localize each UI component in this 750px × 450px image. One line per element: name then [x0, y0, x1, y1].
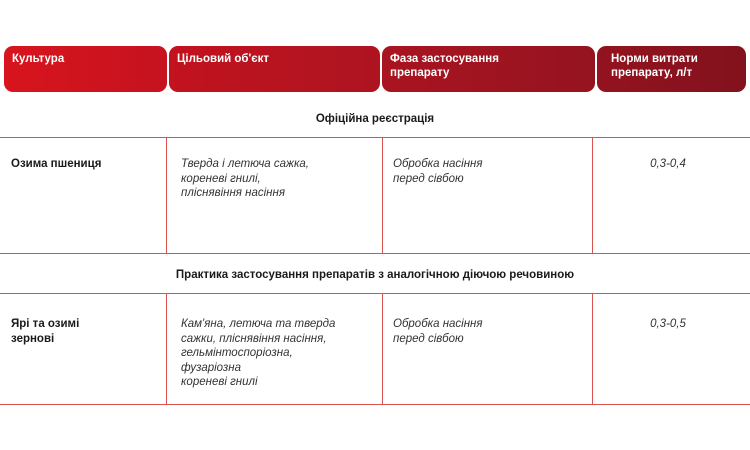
target-line: пліснявіння насіння	[181, 187, 285, 199]
target-line: Тверда і летюча сажка,	[181, 158, 309, 170]
table-row-2-target	[181, 317, 335, 390]
header-crop	[4, 46, 167, 92]
table-row-1-target	[181, 157, 309, 201]
column-divider	[592, 294, 593, 404]
divider	[0, 253, 750, 254]
column-divider	[166, 294, 167, 404]
column-divider	[166, 138, 167, 253]
header-phase	[382, 46, 595, 92]
crop-line: Ярі та озимі	[11, 318, 80, 330]
phase-line: перед сівбою	[393, 172, 464, 185]
table-header	[4, 46, 746, 92]
target-line: кореневі гнилі	[181, 376, 258, 388]
divider	[0, 404, 750, 405]
header-rate-label-line1: Норми витрати	[611, 53, 698, 65]
header-crop-label: Культура	[12, 53, 65, 65]
target-line: гельмінтоспоріозна,	[181, 347, 293, 359]
table-row-2-phase	[393, 317, 483, 346]
header-phase-label-line1: Фаза застосування	[390, 53, 499, 65]
header-phase-label-line2: препарату	[390, 67, 450, 79]
divider	[0, 137, 750, 138]
target-line: Кам'яна, летюча та тверда	[181, 318, 336, 330]
column-divider	[382, 294, 383, 404]
table-row-1-crop	[11, 157, 101, 172]
header-target	[169, 46, 380, 92]
column-divider	[592, 138, 593, 253]
target-line: кореневі гнилі,	[181, 172, 261, 185]
header-target-label: Цільовий об'єкт	[177, 53, 269, 65]
phase-line: перед сівбою	[393, 332, 464, 345]
table-row-2-rate: 0,3-0,5	[650, 318, 686, 330]
header-rate	[597, 46, 746, 92]
table-row-2-crop	[11, 317, 79, 346]
crop-line: Озима пшениця	[11, 158, 102, 170]
target-line: фузаріозна	[181, 361, 242, 374]
header-rate-label-line2: препарату, л/т	[611, 67, 693, 79]
phase-line: Обробка насіння	[393, 158, 483, 170]
crop-line: зернові	[11, 332, 55, 345]
table-row-1-phase	[393, 157, 483, 186]
phase-line: Обробка насіння	[393, 318, 483, 330]
section-title-official: Офіційна реєстрація	[315, 113, 435, 125]
target-line: сажки, пліснявіння насіння,	[181, 332, 327, 345]
column-divider	[382, 138, 383, 253]
divider	[0, 293, 750, 294]
section-title-practice: Практика застосування препаратів з аналогічною діючою речовиною	[175, 269, 575, 281]
table-row-1-rate: 0,3-0,4	[650, 158, 686, 170]
